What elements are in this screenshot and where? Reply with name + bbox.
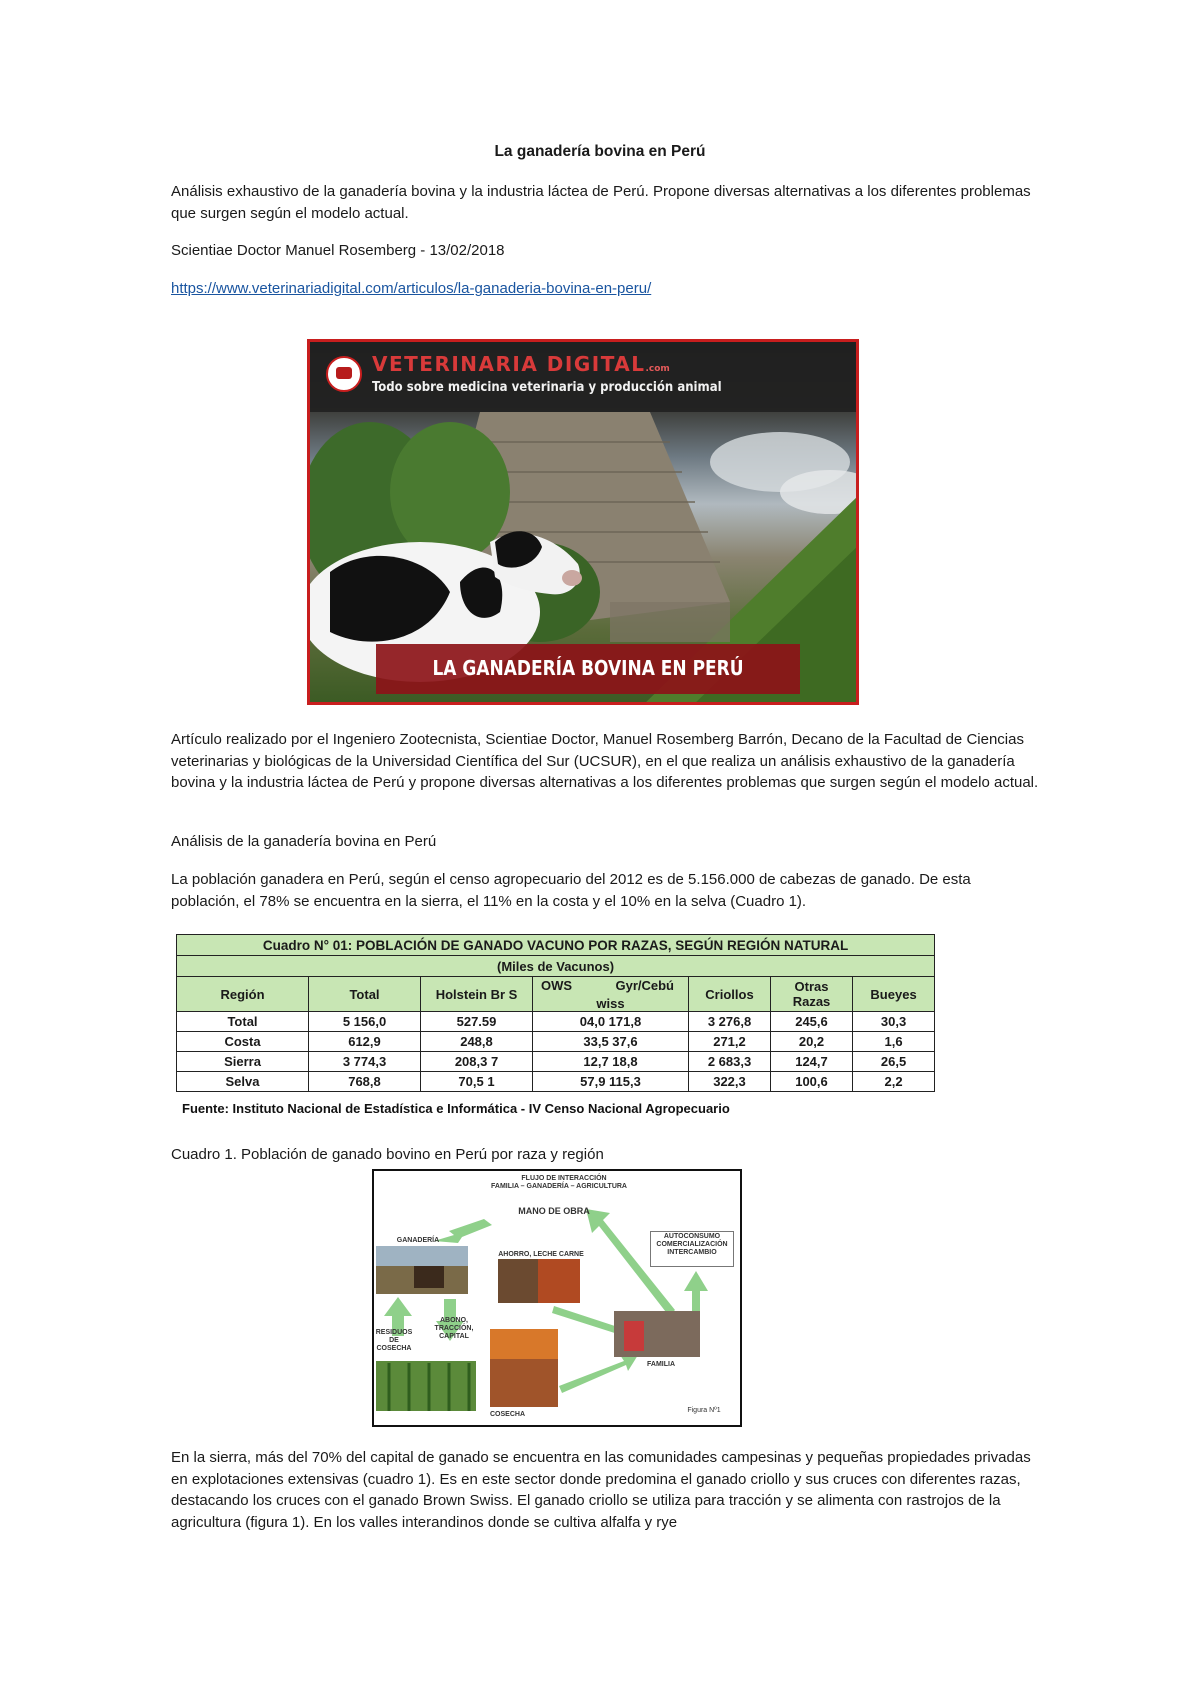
census-table-wrapper — [176, 934, 934, 1092]
sierra-paragraph: En la sierra, más del 70% del capital de ganado se encuentra en las comunidades campesinas y pequeñas propiedades privadas en explotaciones extensivas (cuadro 1). Es en este sector donde predomina el ganado criollo y sus cruces con diferentes razas, destacando los cruces con el ganado Brown Swiss. El ganado criollo se utiliza para tracción y se alimenta con rastrojos de la agricultura (figura 1). En los valles interandinos donde se cultiva alfalfa y rye — [171, 1449, 1031, 1531]
section-heading: Análisis de la ganadería bovina en Perú — [171, 833, 437, 850]
table-row — [177, 1012, 935, 1032]
header-otras: Otras Razas — [771, 977, 853, 1012]
table-caption: Cuadro N° 01: POBLACIÓN DE GANADO VACUNO POR RAZAS, SEGÚN REGIÓN NATURAL — [177, 935, 935, 956]
table-row — [177, 1052, 935, 1072]
label-abono: ABONO, TRACCIÓN, CAPITAL — [434, 1317, 474, 1340]
table-source: Fuente: Instituto Nacional de Estadística e Informática - IV Censo Nacional Agropecuario — [182, 1101, 730, 1116]
cell-ows: 04,0 171,8 — [533, 1012, 689, 1032]
cell-criollos: 322,3 — [689, 1072, 771, 1092]
intro-paragraph: Artículo realizado por el Ingeniero Zootecnista, Scientiae Doctor, Manuel Rosemberg Barrón, Decano de la Facultad de Ciencias veterinarias y biológicas de la Universidad Científica del Sur (UCSUR), en el que realiza un análisis exhaustivo de la ganadería bovina y la industria láctea de Perú y propone diversas alternativas a los diferentes problemas que surgen según el modelo actual. — [171, 731, 1039, 791]
header-bueyes: Bueyes — [853, 977, 935, 1012]
cell-otras: 20,2 — [771, 1032, 853, 1052]
page-title: La ganadería bovina en Perú — [494, 143, 706, 160]
hero-tagline: Todo sobre medicina veterinaria y producción animal — [372, 380, 722, 395]
cell-otras: 100,6 — [771, 1072, 853, 1092]
table-row — [177, 1072, 935, 1092]
label-mano-de-obra: MANO DE OBRA — [518, 1206, 590, 1216]
census-table — [176, 934, 935, 1092]
cell-ows: 57,9 115,3 — [533, 1072, 689, 1092]
cell-criollos: 2 683,3 — [689, 1052, 771, 1072]
cell-criollos: 271,2 — [689, 1032, 771, 1052]
cell-region: Selva — [177, 1072, 309, 1092]
cell-bueyes: 2,2 — [853, 1072, 935, 1092]
table-subcaption: (Miles de Vacunos) — [177, 956, 935, 977]
label-ganaderia: GANADERÍA — [396, 1237, 440, 1244]
header-ows-a: OWS — [541, 978, 573, 993]
label-residuos: RESIDUOS DE COSECHA — [375, 1329, 413, 1352]
cell-criollos: 3 276,8 — [689, 1012, 771, 1032]
cell-ows: 12,7 18,8 — [533, 1052, 689, 1072]
cell-total: 612,9 — [309, 1032, 421, 1052]
article-url-link[interactable]: https://www.veterinariadigital.com/articulos/la-ganaderia-bovina-en-peru/ — [171, 280, 652, 297]
header-ows-c: wiss — [596, 996, 625, 1011]
header-region: Región — [177, 977, 309, 1012]
hero-brand-name: VETERINARIA DIGITAL — [372, 352, 646, 376]
label-autoconsumo: AUTOCONSUMO COMERCIALIZACIÓN INTERCAMBIO — [656, 1233, 728, 1256]
cell-bueyes: 1,6 — [853, 1032, 935, 1052]
cell-total: 5 156,0 — [309, 1012, 421, 1032]
summary-paragraph: Análisis exhaustivo de la ganadería bovina y la industria láctea de Perú. Propone diversas alternativas a los diferentes problemas que surgen según el modelo actual. — [171, 183, 1031, 222]
table-caption-text: Cuadro 1. Población de ganado bovino en Perú por raza y región — [171, 1146, 604, 1163]
cell-total: 768,8 — [309, 1072, 421, 1092]
hero-brand — [372, 352, 670, 376]
header-ows-b: Gyr/Cebú — [615, 978, 674, 993]
cell-region: Costa — [177, 1032, 309, 1052]
label-cosecha: COSECHA — [490, 1411, 526, 1418]
cell-bueyes: 30,3 — [853, 1012, 935, 1032]
cell-region: Sierra — [177, 1052, 309, 1072]
brand-logo-icon — [326, 356, 362, 392]
label-figura: Figura Nº1 — [687, 1407, 721, 1414]
label-ahorro: AHORRO, LECHE CARNE — [498, 1251, 584, 1258]
population-paragraph: La población ganadera en Perú, según el censo agropecuario del 2012 es de 5.156.000 de cabezas de ganado. De esta población, el 78% se encuentra en la sierra, el 11% en la costa y el 10% en la selva (Cuadro 1). — [171, 871, 971, 910]
article-url-line — [171, 278, 1039, 300]
cell-holstein: 527.59 — [421, 1012, 533, 1032]
figure-title-1: FLUJO DE INTERACCIÓN — [521, 1175, 607, 1182]
cell-holstein: 248,8 — [421, 1032, 533, 1052]
header-total: Total — [309, 977, 421, 1012]
figure-title-2: FAMILIA – GANADERÍA – AGRICULTURA — [491, 1183, 627, 1190]
header-ows — [533, 977, 689, 1012]
cell-holstein: 208,3 7 — [421, 1052, 533, 1072]
hero-banner-image — [307, 339, 859, 705]
hero-banner-text: LA GANADERÍA BOVINA EN PERÚ — [432, 657, 744, 681]
byline: Scientiae Doctor Manuel Rosemberg - 13/02/2018 — [171, 242, 505, 259]
cell-bueyes: 26,5 — [853, 1052, 935, 1072]
header-holstein: Holstein Br S — [421, 977, 533, 1012]
table-row — [177, 1032, 935, 1052]
cell-otras: 245,6 — [771, 1012, 853, 1032]
cell-holstein: 70,5 1 — [421, 1072, 533, 1092]
hero-brand-suffix: .com — [645, 364, 670, 374]
flow-diagram-figure — [372, 1169, 742, 1427]
header-criollos: Criollos — [689, 977, 771, 1012]
label-familia: FAMILIA — [647, 1361, 675, 1368]
cell-otras: 124,7 — [771, 1052, 853, 1072]
cell-total: 3 774,3 — [309, 1052, 421, 1072]
cell-region: Total — [177, 1012, 309, 1032]
cell-ows: 33,5 37,6 — [533, 1032, 689, 1052]
